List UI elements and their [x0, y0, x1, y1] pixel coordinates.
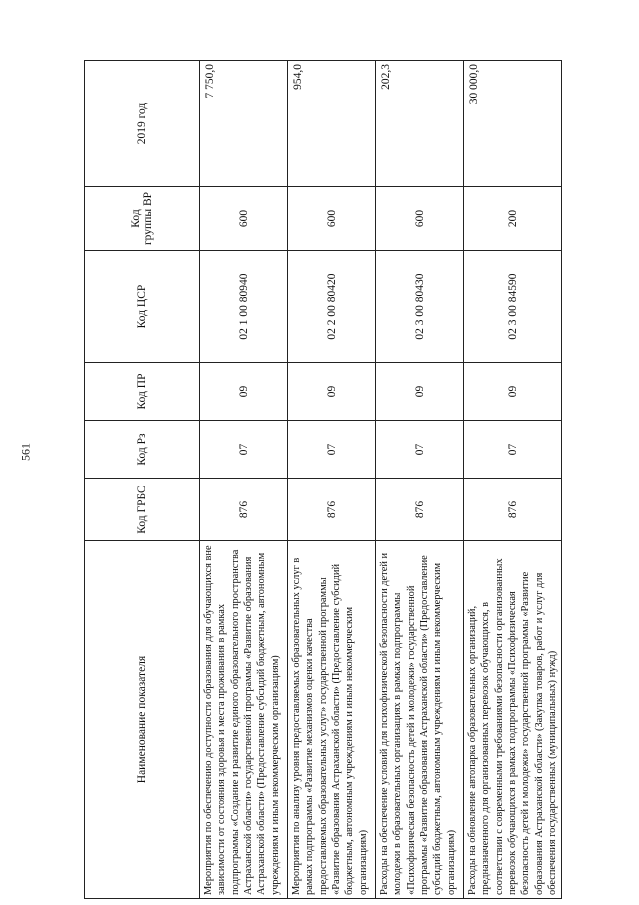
- page-number: 561: [18, 443, 33, 461]
- row-pr: 09: [288, 363, 376, 421]
- header-year: 2019 год: [85, 61, 200, 187]
- header-name: Наименование показателя: [85, 541, 200, 899]
- row-pr: 09: [200, 363, 288, 421]
- row-name: Расходы на обеспечение условий для психофизической безопасности детей и молодежи в образовательных организациях в рамках подпрограммы «Психофизическая безопасность детей и молодежи» государственной программы «Развитие образования Астраханской области» (Предоставление субсидий бюджетным, автономным учреждениям и иным некоммерческим организациям): [376, 541, 464, 899]
- row-grbs: 876: [200, 479, 288, 541]
- table-row: [464, 61, 562, 899]
- row-csr: 02 1 00 80940: [200, 251, 288, 363]
- header-rz: Код Рз: [85, 421, 200, 479]
- row-amount: 202,3: [376, 61, 464, 187]
- row-grbs: 876: [288, 479, 376, 541]
- row-csr: 02 3 00 80430: [376, 251, 464, 363]
- row-vr: 600: [288, 187, 376, 251]
- row-vr: 200: [464, 187, 562, 251]
- row-vr: 600: [376, 187, 464, 251]
- row-rz: 07: [464, 421, 562, 479]
- header-csr: Код ЦСР: [85, 251, 200, 363]
- row-amount: 30 000,0: [464, 61, 562, 187]
- table-row: [376, 61, 464, 899]
- budget-table-container: [84, 61, 558, 899]
- row-csr: 02 3 00 84590: [464, 251, 562, 363]
- row-name: Мероприятия по анализу уровня предоставляемых образовательных услуг в рамках подпрограммы «Развитие механизмов оценки качества предоставляемых образовательных услуг» государственной программы «Развитие образования Астраханской области» (Предоставление субсидий бюджетным, автономным учреждениям и иным некоммерческим организациям): [288, 541, 376, 899]
- row-name: Мероприятия по обеспечению доступности образования для обучающихся вне зависимости от состояния здоровья и места проживания в рамках подпрограммы «Создание и развитие единого образовательного пространства Астраханской области» государственной программы «Развитие образования Астраханской области» (Предоставление субсидий бюджетным, автономным учреждениям и иным некоммерческим организациям): [200, 541, 288, 899]
- table-header-row: [85, 61, 200, 899]
- budget-table: [84, 60, 562, 899]
- header-grbs: Код ГРБС: [85, 479, 200, 541]
- header-vr: Код группы ВР: [85, 187, 200, 251]
- table-row: [200, 61, 288, 899]
- row-rz: 07: [200, 421, 288, 479]
- row-name: Расходы на обновление автопарка образовательных организаций, предназначенного для организованных перевозок обучающихся, в соответствии с современными требованиями безопасности организованных перевозок обучающихся в рамках подпрограммы «Психофизическая безопасность детей и молодежи» государственной программы «Развитие образования Астраханской области» (Закупка товаров, работ и услуг для обеспечения государственных (муниципальных) нужд): [464, 541, 562, 899]
- row-rz: 07: [376, 421, 464, 479]
- row-amount: 7 750,0: [200, 61, 288, 187]
- table-row: [288, 61, 376, 899]
- header-pr: Код ПР: [85, 363, 200, 421]
- row-grbs: 876: [464, 479, 562, 541]
- row-pr: 09: [376, 363, 464, 421]
- row-pr: 09: [464, 363, 562, 421]
- row-grbs: 876: [376, 479, 464, 541]
- row-rz: 07: [288, 421, 376, 479]
- row-csr: 02 2 00 80420: [288, 251, 376, 363]
- row-vr: 600: [200, 187, 288, 251]
- row-amount: 954,0: [288, 61, 376, 187]
